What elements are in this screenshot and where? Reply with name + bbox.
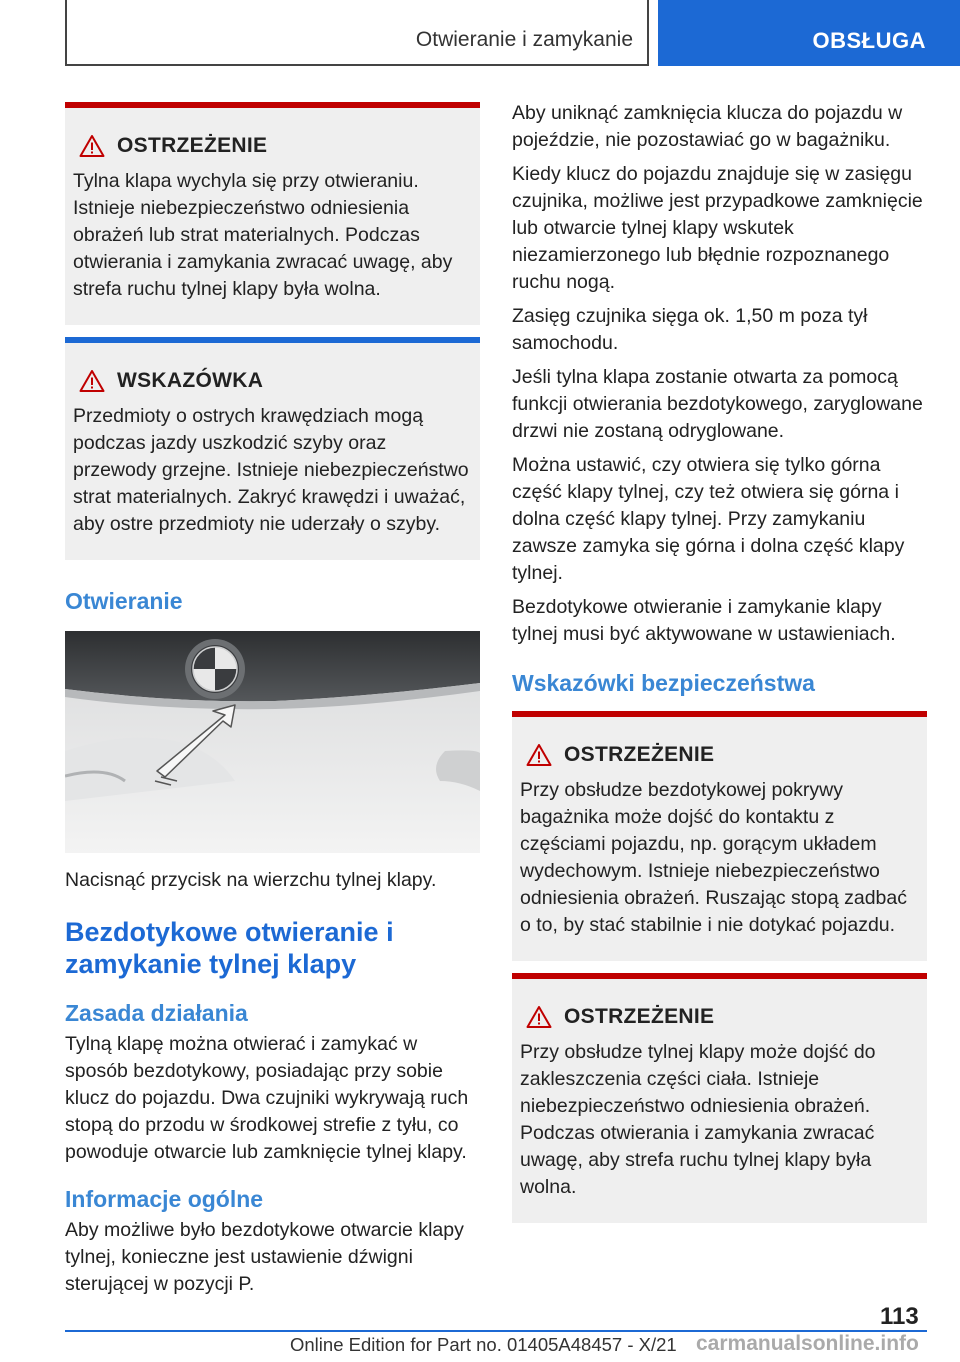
heading-general: Informacje ogólne — [65, 1186, 264, 1212]
general-text: Aby możliwe było bezdotykowe otwarcie klapy tylnej, konieczne jest ustawienie dźwigni sterującej w pozycji P. — [65, 1219, 464, 1295]
footer-watermark: carmanualsonline.info — [696, 1332, 919, 1355]
section-label: OBSŁUGA — [812, 28, 926, 53]
footer-edition: Online Edition for Part no. 01405A48457 - X/21 — [290, 1334, 677, 1355]
principle-text: Tylną klapę można otwierać i zamykać w sposób bezdotykowy, posiadając przy sobie klucz do pojazdu. Dwa czujniki wykrywają ruch stopą do przodu w środkowej strefie z tyłu, co powoduje otwarcie lub zamknięcie tylnej klapy. — [65, 1033, 469, 1163]
warning-text: Przy obsłudze bezdotykowej pokrywy bagażnika może dojść do kontaktu z częściami pojazdu, np. gorącym układem wydechowym. Istnieje niebezpieczeństwo odniesienia obrażeń. Ruszając stopą zadbać o to, by stać stabilnie i nie dotykać pojazdu. — [520, 779, 908, 936]
paragraph-2: Kiedy klucz do pojazdu znajduje się w zasięgu czujnika, możliwe jest przypadkowe zamknięcie lub otwarcie tylnej klapy wskutek niezamierzonego lub błędnie rozpoznanego ruchu nogą. — [512, 163, 923, 293]
warning-title: OSTRZEŻENIE — [564, 1005, 715, 1028]
paragraph-6: Bezdotykowe otwieranie i zamykanie klapy tylnej musi być aktywowane w ustawieniach. — [512, 596, 896, 645]
tailgate-button-photo — [65, 631, 480, 853]
warning-triangle-icon — [79, 134, 105, 158]
warning-title: OSTRZEŻENIE — [117, 134, 268, 157]
notice-text: Przedmioty o ostrych krawędziach mogą podczas jazdy uszkodzić szyby oraz przewody grzejne. Istnieje niebezpieczeństwo strat materialnych. Zakryć krawędzi i uważać, aby ostre przedmioty nie uderzały o szyby. — [73, 405, 469, 535]
warning-box-1 — [65, 102, 480, 325]
warning-triangle-icon — [526, 1005, 552, 1029]
photo-caption: Nacisnąć przycisk na wierzchu tylnej klapy. — [65, 869, 437, 891]
heading-safety: Wskazówki bezpieczeństwa — [512, 670, 815, 696]
header-title-box — [65, 0, 649, 66]
paragraph-4: Jeśli tylna klapa zostanie otwarta za pomocą funkcji otwierania bezdotykowego, zaryglowane drzwi nie zostaną odryglowane. — [512, 366, 923, 442]
tailgate-photo-illustration — [65, 631, 480, 853]
header-section-tab — [658, 0, 960, 66]
warning-text: Tylna klapa wychyla się przy otwieraniu. Istnieje niebezpieczeństwo odniesienia obrażeń lub strat materialnych. Podczas otwierania i zamykania zwracać uwagę, aby strefa ruchu tylnej klapy była wolna. — [73, 170, 453, 300]
warning-box-3 — [512, 973, 927, 1223]
left-column — [65, 102, 480, 1305]
warning-title: OSTRZEŻENIE — [564, 743, 715, 766]
paragraph-1: Aby uniknąć zamknięcia klucza do pojazdu w pojeździe, nie pozostawiać go w bagażniku. — [512, 102, 903, 151]
heading-principle: Zasada działania — [65, 1000, 248, 1026]
warning-box-2 — [512, 711, 927, 961]
page-header-title: Otwieranie i zamykanie — [415, 28, 633, 51]
paragraph-5: Można ustawić, czy otwiera się tylko górna część klapy tylnej, czy też otwiera się górna i dolna część klapy tylnej. Przy zamykaniu zawsze zamyka się górna i dolna część klapy tylnej. — [512, 454, 905, 584]
warning-triangle-icon — [526, 743, 552, 767]
page-number: 113 — [880, 1303, 919, 1330]
right-column — [512, 100, 927, 1223]
paragraph-3: Zasięg czujnika sięga ok. 1,50 m poza tył samochodu. — [512, 305, 868, 354]
notice-title: WSKAZÓWKA — [117, 369, 264, 392]
heading-contactless: Bezdotykowe otwieranie i zamykanie tylnej klapy — [65, 917, 394, 979]
heading-opening: Otwieranie — [65, 588, 183, 614]
warning-text: Przy obsłudze tylnej klapy może dojść do zakleszczenia części ciała. Istnieje niebezpieczeństwo odniesienia obrażeń. Podczas otwierania i zamykania zwracać uwagę, aby strefa ruchu tylnej klapy była wolna. — [520, 1041, 876, 1198]
warning-triangle-icon — [79, 369, 105, 393]
notice-box-1 — [65, 337, 480, 560]
